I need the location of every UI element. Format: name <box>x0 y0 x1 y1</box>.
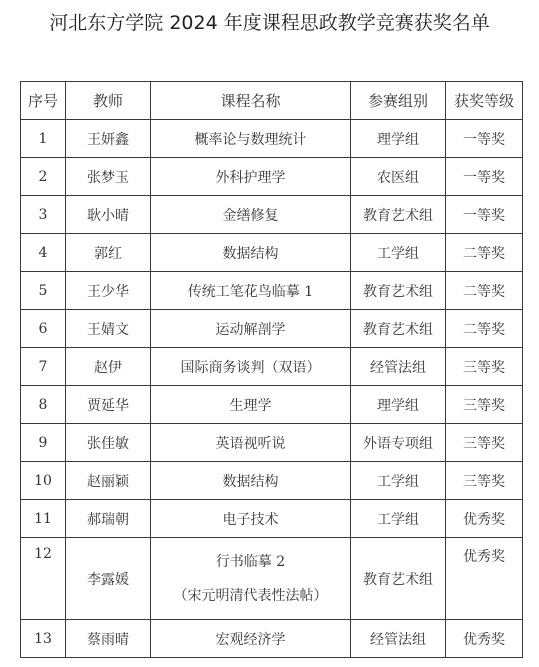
cell-level: 二等奖 <box>446 310 523 348</box>
cell-level: 一等奖 <box>446 196 523 234</box>
cell-level: 三等奖 <box>446 462 523 500</box>
cell-group: 工学组 <box>351 234 446 272</box>
cell-group: 理学组 <box>351 386 446 424</box>
cell-group: 教育艺术组 <box>351 538 446 620</box>
cell-no: 7 <box>21 348 66 386</box>
course-line-2: （宋元明清代表性法帖） <box>173 587 328 604</box>
header-group: 参赛组别 <box>351 82 446 120</box>
table-row <box>21 120 523 158</box>
cell-course: 宏观经济学 <box>151 620 351 658</box>
cell-level: 优秀奖 <box>446 620 523 658</box>
cell-group: 工学组 <box>351 462 446 500</box>
cell-no: 2 <box>21 158 66 196</box>
cell-course: 数据结构 <box>151 234 351 272</box>
table-row <box>21 272 523 310</box>
cell-group: 农医组 <box>351 158 446 196</box>
cell-teacher: 王妍鑫 <box>66 120 151 158</box>
cell-course: 数据结构 <box>151 462 351 500</box>
table-row <box>21 196 523 234</box>
cell-course: 英语视听说 <box>151 424 351 462</box>
cell-course: 国际商务谈判（双语） <box>151 348 351 386</box>
cell-course: 概率论与数理统计 <box>151 120 351 158</box>
cell-course <box>151 538 351 620</box>
cell-no: 9 <box>21 424 66 462</box>
table-row <box>21 386 523 424</box>
cell-teacher: 郭红 <box>66 234 151 272</box>
cell-teacher: 张佳敏 <box>66 424 151 462</box>
cell-group: 教育艺术组 <box>351 272 446 310</box>
header-teacher: 教师 <box>66 82 151 120</box>
cell-teacher: 李露媛 <box>66 538 151 620</box>
cell-teacher: 赵伊 <box>66 348 151 386</box>
cell-group: 教育艺术组 <box>351 310 446 348</box>
cell-no: 8 <box>21 386 66 424</box>
header-course: 课程名称 <box>151 82 351 120</box>
cell-level: 三等奖 <box>446 348 523 386</box>
table-row <box>21 348 523 386</box>
cell-group: 外语专项组 <box>351 424 446 462</box>
table-row <box>21 158 523 196</box>
cell-level: 三等奖 <box>446 386 523 424</box>
page-title: 河北东方学院 2024 年度课程思政教学竞赛获奖名单 <box>49 12 490 34</box>
cell-course: 运动解剖学 <box>151 310 351 348</box>
cell-teacher: 赵丽颖 <box>66 462 151 500</box>
cell-teacher: 王婧文 <box>66 310 151 348</box>
cell-level: 二等奖 <box>446 234 523 272</box>
cell-group: 经管法组 <box>351 348 446 386</box>
table-row <box>21 424 523 462</box>
cell-level: 二等奖 <box>446 272 523 310</box>
cell-level: 三等奖 <box>446 424 523 462</box>
cell-course: 生理学 <box>151 386 351 424</box>
cell-no: 3 <box>21 196 66 234</box>
table-row <box>21 538 523 620</box>
cell-no: 5 <box>21 272 66 310</box>
cell-teacher: 郝瑞朝 <box>66 500 151 538</box>
table-row <box>21 500 523 538</box>
header-no: 序号 <box>21 82 66 120</box>
cell-level: 一等奖 <box>446 158 523 196</box>
cell-group: 经管法组 <box>351 620 446 658</box>
cell-level: 优秀奖 <box>446 538 523 620</box>
cell-level: 优秀奖 <box>446 500 523 538</box>
cell-teacher: 耿小晴 <box>66 196 151 234</box>
cell-teacher: 王少华 <box>66 272 151 310</box>
cell-no: 4 <box>21 234 66 272</box>
cell-teacher: 贾延华 <box>66 386 151 424</box>
award-table <box>20 81 523 658</box>
cell-no: 6 <box>21 310 66 348</box>
cell-group: 理学组 <box>351 120 446 158</box>
cell-no: 10 <box>21 462 66 500</box>
table-row <box>21 620 523 658</box>
cell-group: 工学组 <box>351 500 446 538</box>
table-header-row <box>21 82 523 120</box>
course-line-1: 行书临摹 2 <box>215 553 286 570</box>
table-row <box>21 234 523 272</box>
cell-course: 电子技术 <box>151 500 351 538</box>
cell-level: 一等奖 <box>446 120 523 158</box>
cell-no: 11 <box>21 500 66 538</box>
cell-course: 外科护理学 <box>151 158 351 196</box>
cell-no: 13 <box>21 620 66 658</box>
cell-teacher: 蔡雨晴 <box>66 620 151 658</box>
table-row <box>21 310 523 348</box>
header-level: 获奖等级 <box>446 82 523 120</box>
table-row <box>21 462 523 500</box>
cell-course: 金缮修复 <box>151 196 351 234</box>
cell-group: 教育艺术组 <box>351 196 446 234</box>
cell-no: 1 <box>21 120 66 158</box>
cell-teacher: 张梦玉 <box>66 158 151 196</box>
cell-course: 传统工笔花鸟临摹 1 <box>151 272 351 310</box>
cell-no: 12 <box>21 538 66 620</box>
